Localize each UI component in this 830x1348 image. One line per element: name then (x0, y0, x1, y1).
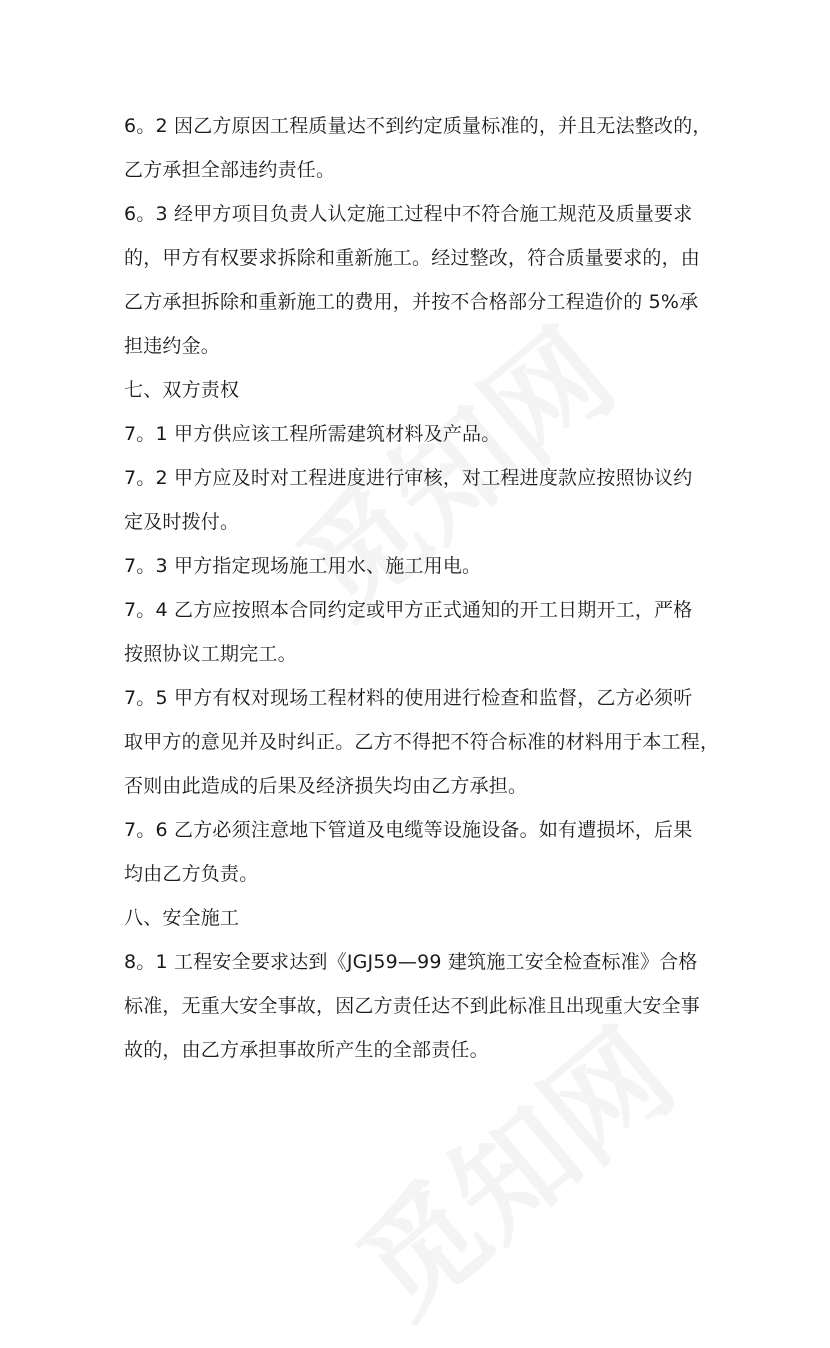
document-body (124, 104, 720, 1072)
text-line: 7。4 乙方应按照本合同约定或甲方正式通知的开工日期开工，严格 (124, 599, 693, 621)
clause-7-1 (124, 412, 714, 456)
text-line: 担违约金。 (124, 335, 221, 357)
text-line: 均由乙方负责。 (124, 863, 259, 885)
text-line: 7。1 甲方供应该工程所需建筑材料及产品。 (124, 423, 501, 445)
text-line: 故的，由乙方承担事故所产生的全部责任。 (124, 1039, 489, 1061)
text-line: 7。3 甲方指定现场施工用水、施工用电。 (124, 555, 482, 577)
text-line: 6。3 经甲方项目负责人认定施工过程中不符合施工规范及质量要求 (124, 203, 693, 225)
text-line: 否则由此造成的后果及经济损失均由乙方承担。 (124, 775, 528, 797)
section-heading-8 (124, 896, 714, 940)
clause-7-6 (124, 808, 714, 896)
text-line: 的，甲方有权要求拆除和重新施工。经过整改，符合质量要求的，由 (124, 247, 701, 269)
text-line: 按照协议工期完工。 (124, 643, 297, 665)
clause-7-4 (124, 588, 714, 676)
text-line: 定及时拨付。 (124, 511, 240, 533)
clause-8-1 (124, 940, 714, 1072)
text-line: 6。2 因乙方原因工程质量达不到约定质量标准的，并且无法整改的， (124, 115, 712, 137)
clause-6-2 (124, 104, 714, 192)
text-line: 取甲方的意见并及时纠正。乙方不得把不符合标准的材料用于本工程， (124, 731, 720, 753)
text-line: 乙方承担全部违约责任。 (124, 159, 336, 181)
clause-7-2 (124, 456, 714, 544)
text-line: 乙方承担拆除和重新施工的费用，并按不合格部分工程造价的 5%承 (124, 291, 699, 313)
text-line: 7。5 甲方有权对现场工程材料的使用进行检查和监督，乙方必须听 (124, 687, 693, 709)
clause-6-3 (124, 192, 714, 368)
section-heading-7 (124, 368, 714, 412)
text-line: 7。6 乙方必须注意地下管道及电缆等设施设备。如有遭损坏，后果 (124, 819, 693, 841)
text-line: 标准，无重大安全事故，因乙方责任达不到此标准且出现重大安全事 (124, 995, 701, 1017)
clause-7-5 (124, 676, 720, 808)
section-heading: 八、安全施工 (124, 907, 240, 929)
clause-7-3 (124, 544, 714, 588)
section-heading: 七、双方责权 (124, 379, 240, 401)
text-line: 8。1 工程安全要求达到《JGJ59—99 建筑施工安全检查标准》合格 (124, 951, 698, 973)
text-line: 7。2 甲方应及时对工程进度进行审核，对工程进度款应按照协议约 (124, 467, 693, 489)
